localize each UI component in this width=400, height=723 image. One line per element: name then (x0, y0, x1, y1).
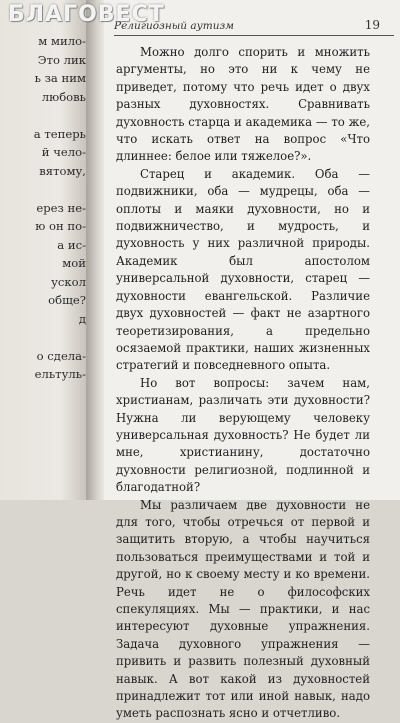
left-line: м мило- (38, 34, 86, 48)
book-gutter (86, 0, 104, 500)
left-line (0, 328, 86, 347)
left-line: й чело- (41, 145, 86, 159)
left-line (0, 180, 86, 199)
left-line: мой (62, 256, 86, 270)
left-line: ерез не- (36, 200, 86, 215)
paragraph: Можно долго спорить и множить аргументы, но это ни к чему не приведет, потому что речь идет о двух разных духовностях. Сравнивать духовность старца и академика — то же, что искать ответ на вопрос «Что длиннее: белое или тяжелое?». (116, 45, 370, 164)
left-line: о сдела- (36, 348, 86, 363)
paragraph: Но вот вопросы: зачем нам, христианам, различать эти духовности? Нужна ли верующему человеку универсальная духовность? Не будет ли мне, христианину, достаточно духовности религиозной, подлинной и благодатной? (116, 375, 370, 495)
page-number: 19 (364, 18, 380, 32)
watermark-logo: БЛАГОВЕСТ (8, 2, 165, 27)
left-line: ельтуль- (34, 367, 86, 381)
header-rule (114, 35, 394, 36)
left-line: любовь (41, 89, 86, 104)
left-line: а теперь (33, 126, 86, 141)
left-line: ю он по- (35, 219, 86, 233)
left-line: вятому, (39, 163, 86, 178)
left-page-text (0, 32, 86, 384)
left-line: обще? (48, 293, 86, 307)
page-body (116, 44, 370, 723)
paragraph: Старец и академик. Оба — подвижники, оба — мудрецы, оба — оплоты и маяки духовности, но и подвижничество, и мудрость, и духовность у них различной природы. Академик был апостолом универсальной духовности, старец — духовности евангельской. Различие двух духовностей — факт не азартного теоретизирования, а предельно осязаемой практики, наших жизненных стратегий и повседневного опыта. (116, 166, 370, 373)
left-line: ь за ним (34, 71, 86, 85)
left-line: а ис- (57, 237, 86, 252)
running-head: Религиозный аутизм (114, 20, 234, 32)
left-line: ускол (51, 274, 86, 289)
left-page (0, 0, 86, 500)
left-line (0, 106, 86, 125)
left-line: Это лик (37, 52, 86, 67)
paragraph: Мы различаем две духовности не для того, чтобы отречься от первой и защитить вторую, а чтобы научиться пользоваться преимуществами и той и другой, но к своему месту и ко времени. Речь идет не о философских спекуляциях. Мы — практики, и нас интересуют духовные упражнения. Задача духовного упражнения — привить и развить полезный духовный навык. А вот какой из духовностей принадлежит тот или иной навык, надо уметь распознать ясно и отчетливо. (116, 497, 370, 721)
left-line: д (78, 311, 86, 326)
